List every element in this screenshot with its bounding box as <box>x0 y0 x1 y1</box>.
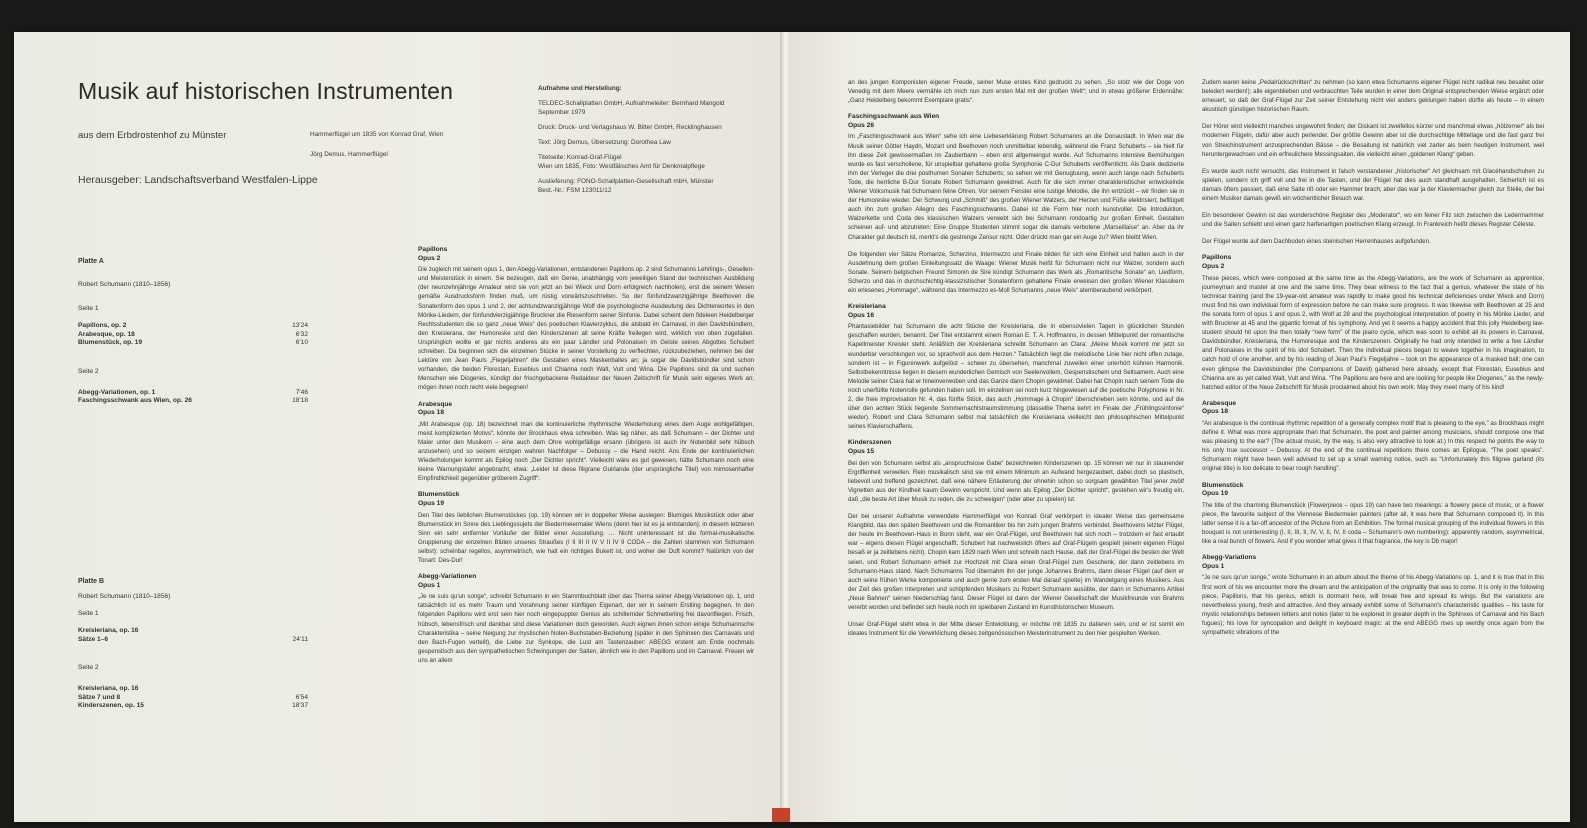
section-opus: Opus 15 <box>848 447 875 455</box>
section-text: Im „Faschingsschwank aus Wien“ sehe ich eine Liebeserklärung Robert Schumanns an die Donaustadt. In Wien war die Musik seiner Götter Haydn, Mozart und Beethoven noch unmittelbar lebendig, während die Franz Schuberts – sie hielt für ihn diese Zeit gewissermaßen im Zauberbann – eben erst allgemeingut wurde. Auf Schumanns intensive Bemühungen wurde es fast verschollene, für unspielbar gehaltene große Symphonie C-Dur Schuberts veröffentlicht. Als Dank dedizierte ihm der Verleger die drei posthumen Sonaten Schuberts; so sehen wir mit Genugtuung, wenn auch lange nach Schuberts Tode, die herrliche B-Dur Sonate Robert Schumann gewidmet. Auch für die sich immer charakteristischer entwickelnde Wiener Volksmusik hat Schumann feine Ohren. Vor seinem Fenster eine lustige Melodie, die ihn entzückt – wir finden sie in der Humoreske wieder. Der Schwung und „Schmiß“ des großen Wiener Walzers, der Herzen und Füße elektrisiert, befllügelt auch ihn zum großen Allegro des Faschingsschwanks. Dabei ist die Form hier noch kunstvoller. Die Introduktion, Walzerkette und Coda des klassischen Walzers verwebt sich bei Schumann rondoartig zur großen Einheit. Gestalten scheinen auf- und abzutreten: Eine Gruppe Studenten stimmt sogar die damals verbotene „Marseillaise“ an. Aber da ihr Charakter gut deutsch ist, merkt's die gestrenge Zensur nicht. Oder drückt man gar ein Auge zu? Wien bleibt Wien. <box>848 133 1184 241</box>
publisher: Herausgeber: Landschaftsverband Westfalen-Lippe <box>78 174 318 186</box>
section-opus: Opus 18 <box>418 409 445 417</box>
track-row <box>78 389 308 398</box>
track-duration: 24'11 <box>292 635 308 643</box>
track-title: Abegg-Variationen, op. 1 <box>78 388 156 396</box>
section-opus: Opus 2 <box>1202 263 1225 270</box>
track-duration: 6'32 <box>295 330 308 338</box>
tracklist-plate-a <box>78 258 308 406</box>
section-heading: Abegg-Variations <box>1202 554 1257 562</box>
section-heading: Kreisleriana <box>848 303 886 311</box>
plate-a-composer: Robert Schumann (1810–1856) <box>78 281 171 288</box>
track-duration: 18'37 <box>292 702 308 709</box>
track-duration: 7'46 <box>295 388 308 396</box>
section-text: The title of the charming Blumenstück (Flowerpiece – opus 19) can have two meanings: a flowery piece of music, or a flower piece, the favourite subject of the Viennese Biedermeier painters (after all, it was here that Schumann composed it). In this latter sense it is a far-off ancestor of the Picture from an Exhibition. The formal musical grouping of the individual flowers in this bouquet is not uninteresting (I, II, III, II, IV, V, II, IV, II coda – Schumann's own numbering): apparently random, asymmetrical, like a real bunch of flowers. And if you wonder what gives it that fragrance, the key is Db major! <box>1202 501 1544 546</box>
plate-b-side1-label: Seite 1 <box>78 610 99 617</box>
papillons-en-section <box>1202 254 1544 391</box>
section-text: Die folgenden vier Sätze Romanze, Scherzino, Intermezzo und Finale bilden für sich eine Einheit und halten auch in der Ausdehnung dem großen Einleitungssatz die Waage: Wiener Musik heißt für Schumann nicht nur Walzer, sondern auch Sonate. Seinem belgischen Freund Simonin de Sire kündigt Schumann das Werk als „Romantische Sonate“ an. Liedform, Scherzo und das in durchschichtig-klassizistischer Sonatenform gehaltene Finale erweisen den großen Wiener Klassikern ein erlesenes „Hommage“, während das Intermezzo es-Moll Schumanns „neue Weis“ atemberaubend verkörpert. <box>848 250 1184 294</box>
section-heading: Blumenstück <box>418 491 460 499</box>
kreisleriana-section <box>848 303 1184 431</box>
abegg-section <box>418 573 754 665</box>
section-text: Phantasiebilder hat Schumann die acht Stücke der Kreisleriana, die in ebensovielen Tagen in glücklichen Stunden geschaffen wurden, benannt. Der Titel entstammt einem Roman E. T. A. Hoffmanns, in dessen Mittelpunkt der romantische Kapellmeister Kreisler steht. Anläßlich der Kreisleriana schreibt Schumann an Clara: „Meine Musik kommt mir jetzt so wunderbar verschlungen vor, so sprachvoll aus dem Herzen.“ Tatsächlich liegt die melodische Linie hier nicht offen zutage, sondern ist – in Figurenwerk aufgelöst – schwer zu übersehen, manchmal zuweilen einer unerhört kühnen Harmonik. Selbstbekenntnisse liegen in diesem wunderlichen Gemisch von Seelenvollem, Gespenstischem und Seltsamem. Auch eine Melodie seiner Clara hat er hineinverwoben und das Ganze dann Chopin gewidmet. Dabei hat Chopin nach seinem Tode die noch unerfüllte Notenrolle gefunden haben soll. Im einzelnen sei noch kurz hingewiesen auf die poetische Polyphonie in Nr. 2, die freie Improvisation Nr. 4, das fünfte Stück, das auch „Hommage à Chopin“ überschrieben sein könnte, und auf die über den achten Stück liegende Sommernachtstraumstimmung (dasselbe Thema kehrt im Finale der „Frühlingssinfonie“ wieder). Robert und Clara Schumann selbst mal tatsächlich die Kreisleriana vielleicht den philosophischen Mittelpunkt seines Klavierschaffens. <box>848 323 1184 431</box>
section-opus: Opus 1 <box>1202 562 1225 570</box>
section-text: Unser Graf-Flügel steht etwa in der Mitte dieser Entwicklung, er möchte mit 1835 zu datieren sein, und er ist somit ein ideales Instrument für die Verwirklichung dieses zeitgenössischen Meisterinstrument zu den hier gespielten Werken. <box>848 621 1184 638</box>
notes-column-left <box>418 246 754 822</box>
abegg-en-section <box>1202 554 1544 637</box>
track-row <box>78 685 308 694</box>
plate-b-heading: Platte B <box>78 578 105 585</box>
section-text: Den Titel des lieblichen Blumenstückes (op. 19) können wir in doppelter Weise auslegen: Blumiges Musikstück oder aber Blumenstück im Sinne des Lieblingssujets der Biedermeiermaler Wiens (denn hier ist es ja entstanden); in diesem letzteren Sinn ein sehr entfernter Vorläufer der Bilder einer Ausstellung. … Nicht uninteressant ist die formal-musikalische Gruppierung der einzelnen Blüten unseres Straußes (I II III II IV V II IV II CODA – die Zahlen stammen von Schumann selbst): scheinbar regellos, asymmetrisch, wie halt ein richtiges Bukett ist, und woher der Duft kommt? Natürlich von der Tonart: Des-Dur! <box>418 511 754 564</box>
section-opus: Opus 18 <box>1202 408 1229 416</box>
production-cover2: Wien um 1835, Foto: Westfälisches Amt für Denkmalpflege <box>538 163 705 170</box>
section-opus: Opus 16 <box>848 311 875 319</box>
section-text: an des jungen Komponisten eigener Freude, seiner Muse erstes Kind gedruckt zu sehen. „So stolz wie der Doge von Venedig mit dem Meere vermähle ich mich nun zum ersten Mal mit der großen Welt“; und in etwas größerer Erdennähe: „Ganz Heidelberg bekommt Exemplare gratis“. <box>848 79 1184 105</box>
section-text: Die zugleich mit seinem opus 1, den Abegg-Variationen, entstandenen Papillons op. 2 sind Schumanns Lehrlings-, Gesellen- und Meisterstück in einem. Sie bezeugen, daß ein Genie, unabhängig vom jeweiligen Stand der technischen Ausbildung (der neunzehnjährige Amateur wird sie von jetzt an bei Wieck und Dorn erfolgreich nachholen), erst die seinem Wesen gemäße Ausdrucksform finden muß, um rüstig vorwärtszuschreiten. So der fünfundzwanzigjährige Beethoven die Sonatenform des opus 1 und 2, der achtundzwanzigjährige Wolf die psychologische Ausdeutung des Dichterwortes in den Mörike-Liedern, der fünfundvierzigjährige Bruckner die Riesenform seiner Sinfonie. Dabei scheint dem fideleen Heidelberger Rechtsstudenten die so ganz „neue Weis“ des poetischen Klavierzyklus, die alsbald im Carnaval, in den Davidsbündlern, den Kreislerana, der Humoreske und den Kinderszenen all seine Kräfte freilegen wird, wirklich von oben zugefallen. Ursprünglich wollte er gar nichts anderes als ein paar Ländler und Polonaisen im Geiste seines Abgottes Schubert schreiben. Da beginnen sich die einzelnen Stücke in seiner Vorstellung zu verflechten, rückzubeziehen, nehmen bei der Lektüre von Jean Pauls „Flegeljahren“ die Gestalten eines Maskenballes an; ja sogar die Davidsbündler sind schon vorhanden, die beiden Florestan, Eusebius und Chiarina noch Walt, Vult und Wina. Die Papillons sind da und suchen Menschen wie Diogenes, kündigt der frischgebackene Redakteur der Neuen Zeitschrift für Musik sein eigenes Werk an; mögen ihnen noch recht viele begegnen! <box>418 266 754 392</box>
track-title: Arabesque, op. 18 <box>78 330 135 338</box>
tracklist-plate-b <box>78 578 308 711</box>
track-row <box>78 322 308 331</box>
section-text: Ein besonderer Gewinn ist das wunderschöne Register des „Moderator“, wo ein feiner Filz sich zwischen die Ledermammer und die Saiten schiebt und einen ganz harfenartigen poetischen Klang erzeugt. In Frankreich heißt dieses Register Céleste. <box>1202 212 1544 229</box>
section-text: „Je ne suis qu'un songe“, schreibt Schumann in ein Stammbuchblatt über das Thema seiner Abegg-Variationen op. 1, und tatsächlich ist es mehr Traum und Vorahnung seiner künftigen Eigenart, der wir in seinem Erstling begegnen. In den folgenden Papillons wird erst sein hier noch eingepuppter Genius als schillernder Schmetterling frei davonfliegen. Frisch, hübsch, lebensfrisch und dankbar sind diese Variationen doch geworden. Auch eignen ihnen schon einige Schumannsche Charakteristika – seine Neigung zur mystischen Noten-Buchstaben-Beziehung (später in den Sphinxen des Carnavals und den Bach-Fugen verteilt), die Liebe zur Synkope, die Lust am Tastenzauber: ABEGG erstent am Ende nochmals gespenstisch aus den sympathetischen Schwingungen der Saiten, ähnlich wie in den Papillons und im Carnaval. Freuen wir uns an allem <box>418 593 754 664</box>
blumenstueck-en-section <box>1202 482 1544 547</box>
notes-column-right <box>1202 78 1544 820</box>
section-text: These pieces, which were composed at the same time as the Abegg-Variations, are the work of Schumann as apprentice, journeyman and master at one and the same time. They bear witness to the fact that a genius, whatever the state of his technical training (and the 19-year-old amateur was rapidly to make good his technical deficiencies under Wieck and Dorn) must find his own individual form of expression before he can make sure progress. It was likewise with Beethoven at 25 and the sonata form of opus 1 and opus 2, with Wolf at 28 and the psychological interpretation of poetry in his Mörike Lieder, and with Bruckner at 45 and the gigantic format of his symphony. And yet it seems a happy accident that this jolly Heidelberg law-student should hit upon the then totally “new form” of the piano cycle, which was soon to exhibit all its powers in Carnaval, Davidsbündler, Kreisleriana, the Humoresque and the Kinderszenen. Originally he had only intended to write a few Ländler and Polonaises in the spirit of his idol Schubert. Then the individual pieces began to weave together in his imagination, to catch hold of one another, and by his reading of Jean Paul's Flegeljahre – took on the appearance of a masked ball; one can even glimpse the Davidsbündler (the Companions of David) gathered here already, except that Florestan, Eusebius and Chiarina are as yet called Walt, Vult and Wina. “The Papillons are here and are looking for people like Diogenes,” as the newly-hatched editor of the Neue Zeitschrift für Musik proclaimed about his own work. May they meet many of his kind! <box>1202 274 1544 391</box>
page-title: Musik auf historischen Instrumenten <box>78 78 454 104</box>
track-duration: 13'24 <box>292 322 308 329</box>
faschingsschwank-section <box>848 113 1184 295</box>
track-duration: 6'10 <box>295 339 308 346</box>
plate-a-side2-label: Seite 2 <box>78 367 99 375</box>
track-row <box>78 694 308 703</box>
track-duration: 18'18 <box>292 397 308 404</box>
production-text: Text: Jörg Demus, Übersetzung: Dorothea Law <box>538 139 671 146</box>
plate-b-composer: Robert Schumann (1810–1856) <box>78 593 171 600</box>
kinderszenen-section <box>848 439 1184 504</box>
track-row <box>78 702 308 711</box>
section-text: Der Flügel wurde auf dem Dachboden eines steinischen Herrenhauses aufgefunden. <box>1202 238 1431 246</box>
production-date: September 1979 <box>538 109 586 116</box>
album-spread <box>14 32 1570 822</box>
track-title: Papillons, op. 2 <box>78 322 127 329</box>
track-title: Kreisleriana, op. 16 <box>78 627 139 634</box>
track-row <box>78 636 308 645</box>
track-duration: 6'54 <box>295 693 308 701</box>
section-text: Es wurde auch nicht versucht, das Instrument in falsch verstandener „historischer“ Art gleichsam mit Glacéhandschuhen zu spielen, sondern ich griff voll und frei in die Tasten, und der Flügel hat dies auch standhaft ausgehalten. Sicherlich ist es damals öfters passiert, daß eine Saite riß oder ein Hammer brach; aber das war ja der Klaviermacher gleich zur Stelle, der bei einem Musiker damals gewiß ein wöchentlicher Besuch war. <box>1202 167 1544 203</box>
right-page <box>790 32 1570 822</box>
production-print: Druck: Druck- und Verlagshaus W. Bitter GmbH, Recklinghausen <box>538 124 722 131</box>
production-heading: Aufnahme und Herstellung: <box>538 85 622 92</box>
production-order: Best.-Nr.: FSM 123011/12 <box>538 187 612 194</box>
plate-b-side2-label: Seite 2 <box>78 664 99 671</box>
production-label: TELDEC-Schallplatten GmbH, Aufnahmeleiter: Bernhard Mangold <box>538 100 725 107</box>
production-credits <box>538 84 758 201</box>
section-heading: Arabesque <box>1202 399 1237 407</box>
track-title: Sätze 7 und 8 <box>78 693 121 701</box>
section-opus: Opus 26 <box>848 121 875 129</box>
section-text: „Mit Arabesque (op. 18) bezeichnet man die kontinuierliche rhythmische Wiederholung eines dem Auge wohlgefälligen, meist komplizierten Motivs“, könnte der Brockhaus etwa schreiben. Was lag näher, als daß Schumann – der Dichter und Maler unter den Musikern – eine auch dem Ohre wohlgefällige ersann (übrigens ist auch ihr Notenbild sehr hübsch anzusehen) und so seinem einzigen wahren Nachfolger – Debussy – die Hand reicht. Ans Ende der kontinuierlichen Wiederholungen kommt als Epilog noch „Der Dichter spricht“. Vielleicht wäre es gut gewesen, hätte Schumann noch eine kleine Warnungstafel angebracht, etwa: „Leider ist diese filigrane Guirlande (der ursprüngliche Titel) von mimosenhafter Empfindlichkeit gegenüber gröberem Zugriff“. <box>418 420 754 483</box>
plate-a-side1-label: Seite 1 <box>78 305 99 312</box>
section-heading: Kinderszenen <box>848 439 892 447</box>
left-page <box>14 32 782 822</box>
notes-column-middle <box>848 78 1184 820</box>
section-heading: Abegg-Variationen <box>418 573 477 581</box>
production-cover1: Titelseite: Konrad-Graf-Flügel <box>538 154 622 161</box>
arabesque-en-section <box>1202 400 1544 474</box>
section-heading: Faschingsschwank aus Wien <box>848 113 940 121</box>
track-title: Kreisleriana, op. 16 <box>78 685 139 692</box>
section-text: “Je ne suis qu'un songe,” wrote Schumann in an album about the theme of his Abegg-Variations op. 1, and it is true that in this first work of his we encounter more the dream and the anticipation of the originality that was to come. It is only in the following piece, Papillons, that his genius, which is dormant here, will break free and spread its wings. But the variations are nevertheless young, fresh and attractive. And they already exhibit some of Schumann's characteristic qualities – his taste for mystic relationships between letters and notes (later to be explored in greater depth in the Sphinxes of Carnaval and his Bach fugues); his love for syncopation and delight in keyboard magic: at the end ABEGG rises up weirdly once again from the sympathetic vibrations of the <box>1202 574 1544 636</box>
section-heading: Blumenstück <box>1202 481 1244 489</box>
section-text: Zudem waren keine „Pedalrückschritten“ zu nehmen (so kann etwa Schumanns eigener Flügel nicht radikal neu besaitet oder beledert werden!); alle eigenblieben und verbrauchten Teile wurden in einer dem Original entsprechenden Weise ergänzt oder erneuert, so daß der Graf-Flügel zur Zeit seiner Entstehung nicht viel anders geklungen haben dürfte als heute – in einem akustisch günstigen historischen Raum. <box>1202 79 1544 114</box>
track-title: Blumenstück, op. 19 <box>78 339 143 346</box>
section-text: Bei den von Schumann selbst als „anspruchslose Gabe“ bezeichneten Kinderszenen op. 15 können wir nur in staunender Ergriffenheit verweilen. Rein musikalisch sind sie mit einem Minimum an Aufwand hergezaubert, dabei doch so plastisch, liebevoll und treffend gezeichnet, daß eine nähere Erläuterung der ohnehin schon so sorgsam gewählten Titel jener zwölf Vignetten aus der Kindheit kaum Gewinn verspricht. Und wenn als Epilog „Der Dichter spricht“, gestehen wir's freudig ein, daß „die beste Art über Musik zu reden, die zu schweigen“ (oder aber zu spielen) ist. <box>848 459 1184 503</box>
track-title: Kinderszenen, op. 15 <box>78 702 144 709</box>
track-row <box>78 331 308 340</box>
section-heading: Papillons <box>1202 254 1232 262</box>
subtitle: aus dem Erbdrostenhof zu Münster <box>78 130 227 141</box>
plate-a-heading: Platte A <box>78 258 104 265</box>
papillons-section <box>418 246 754 393</box>
track-title: Sätze 1–6 <box>78 635 109 643</box>
track-row <box>78 397 308 406</box>
instrument-credit: Hammerflügel um 1835 von Konrad Graf, Wien <box>310 131 444 138</box>
section-heading: Papillons <box>418 246 448 253</box>
track-row <box>78 627 308 636</box>
section-text: “An arabesque is the continual rhythmic repetition of a generally complex motif that is pleasing to the eye,” as Brockhaus might define it. What was more appropriate than that Schumann, the poet and painter among musicians, should compose one that was pleasing to the ear? (The actual music, by the way, is also very attractive to look at.) In this respect he points the way to his only true successor – Debussy. At the end of the continual repetitions there comes an Epilogue, “The poet speaks”. Schumann might have been well advised to set up a small warning notice, such as “Unfortunately this filigree garland (its original title) is too delicate to bear rough handling”. <box>1202 420 1544 473</box>
arabesque-section <box>418 401 754 484</box>
section-opus: Opus 19 <box>1202 490 1229 498</box>
track-row <box>78 339 308 348</box>
track-title: Faschingsschwank aus Wien, op. 26 <box>78 397 192 404</box>
production-delivery: Auslieferung: FONO-Schallplatten-Gesellschaft mbH, Münster <box>538 178 714 185</box>
section-text: Der bei unserer Aufnahme verwendete Hammerflügel von Konrad Graf verkörpert in idealer Weise das gemeinsame Klangbild, das den späten Beethoven und die Romantiker bis hin zum jungen Brahms verbindet. Beethovens letzter Flügel, der heute im Beethoven-Haus in Bonn steht, war ein Graf-Flügel, und Beethoven hat sich noch – trotzdem er fast ertaubt war – eigens diesen Flügel angeschafft. Schubert hat nachweislich öfters auf Graf-Flügeln gespielt (einem eigenen Flügel besaß er ja zeitlebens nicht). Chopin kam 1829 nach Wien und schreib nach Hause, daß der Graf-Flügel die besten der Welt seien, und Robert Schumann erhielt zur Hochzeit mit Clara einen Graf-Flügel zum Geschenk, der dann zeitlebens im Schumann-Haus stand. Nach Schumanns Tod übernahm ihn der junge Johannes Brahms, dann dieser Flügel (auf dem er auch seine frühen Werke komponierte und auch gerne zum ersten Mal darauf spielte) im Wandelgang eines Musikers. Aus der Zeit des großen Interpreten und schöpfenden Musikers zu Robert Schumann ausübte, der dann in Schumanns Artikel „Neue Bahnen“ seinen Niederschlag fand. Dieser Flügel ist dann der Wiener Gesellschaft der Musikfreunde von Brahms vererbt worden und befindet sich heute noch im spielbaren Zustand im Kunsthistorischen Museum. <box>848 513 1184 611</box>
section-opus: Opus 19 <box>418 499 445 507</box>
blumenstueck-section <box>418 491 754 565</box>
section-opus: Opus 2 <box>418 254 441 262</box>
section-text: Der Hörer wird vielleicht manches ungewohnt finden; der Diskant ist zweifellos kürzer und manchmal etwas „hölzerner“ als bei modernen Flügeln, dafür aber auch perlender. Der größte Gewinn aber ist die durchsichtige Mittellage und die fast ganz frei von Streichinstrument anzusprechenden Bässe – die Besaitung ist natürlich viel zarter als beim heutigen Instrument, weil heruntergewachsen und ein erfreulichere Messingsaiten, die vielleicht einen „goldenen Klang“ geben. <box>1202 123 1544 158</box>
section-heading: Arabesque <box>418 400 453 408</box>
performer-credit: Jörg Demus, Hammerflügel <box>310 151 388 158</box>
section-opus: Opus 1 <box>418 581 441 589</box>
